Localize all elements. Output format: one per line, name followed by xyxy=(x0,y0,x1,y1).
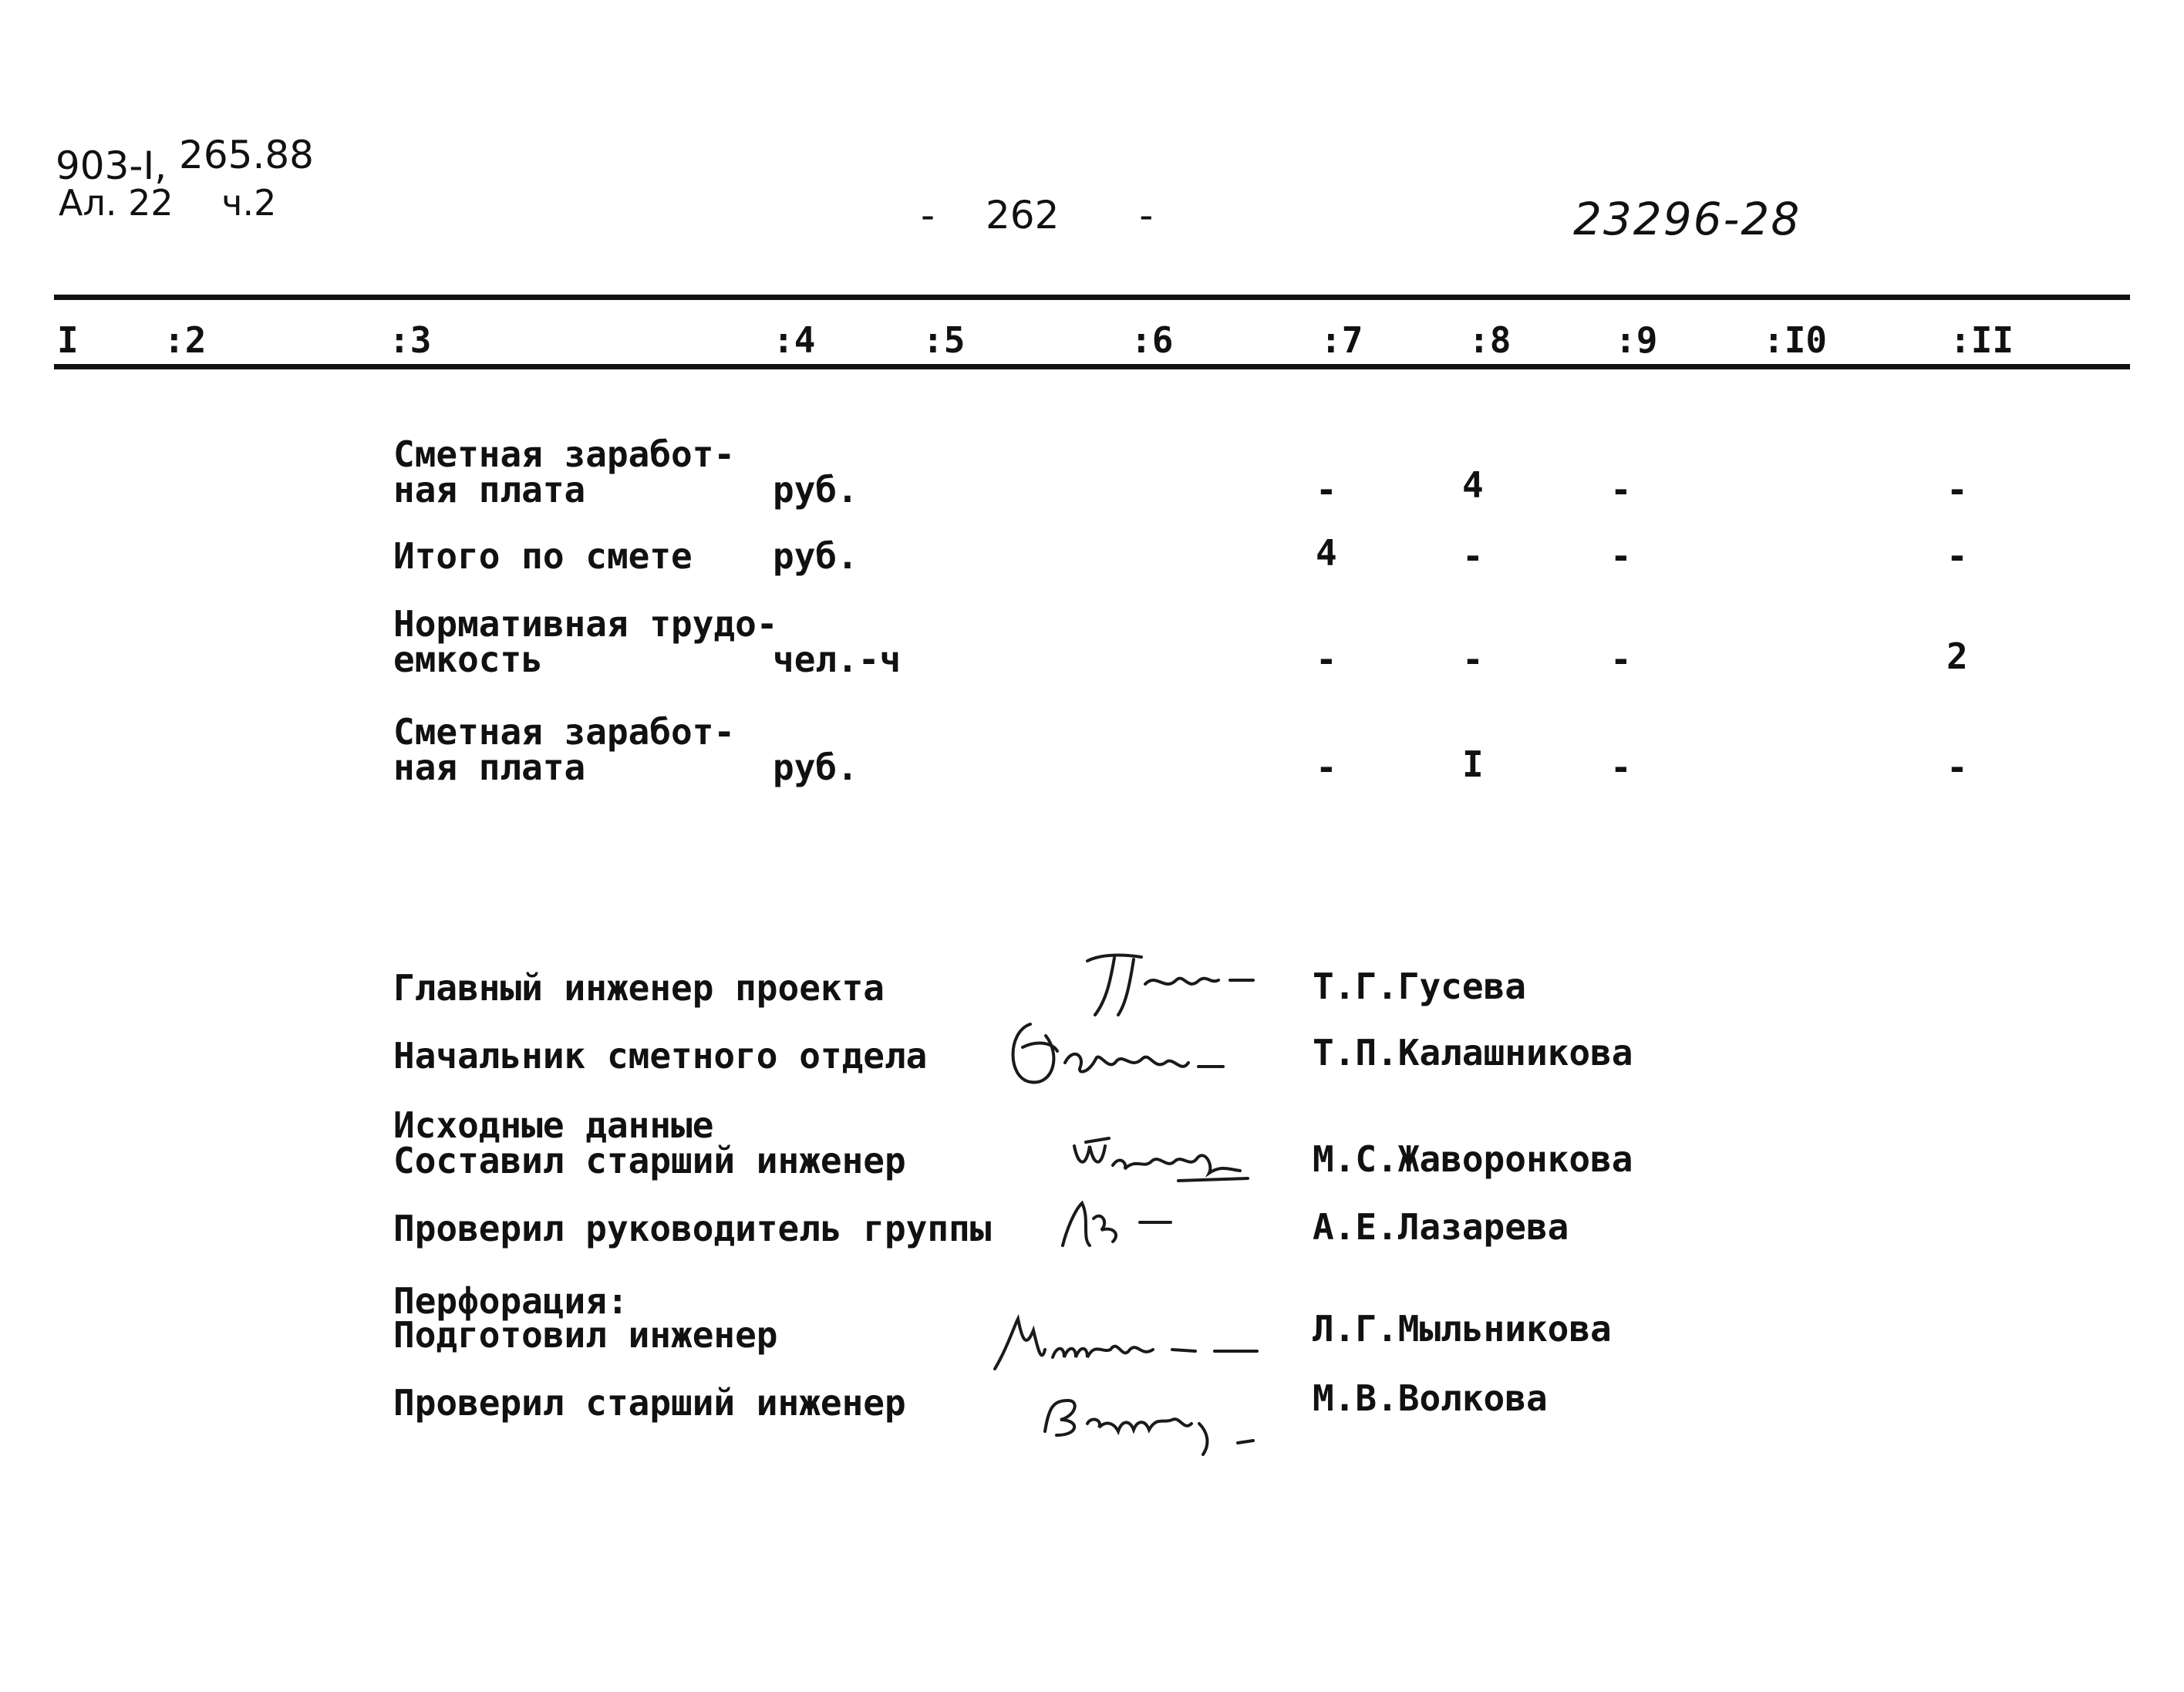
table-row xyxy=(393,532,2128,585)
column-header-6: :6 xyxy=(1131,319,1174,361)
signature-role: Подготовил инженер xyxy=(393,1314,778,1356)
row-name-line-1: Сметная заработ- xyxy=(393,433,736,475)
header-rule-bottom xyxy=(54,364,2130,369)
row-col7: 4 xyxy=(1316,532,1337,574)
signature-role: Главный инженер проекта xyxy=(393,967,885,1009)
row-col8: 4 xyxy=(1462,464,1484,506)
row-col9: - xyxy=(1610,747,1632,788)
row-col8: - xyxy=(1462,535,1484,577)
row-col9: - xyxy=(1610,469,1632,511)
table-row xyxy=(393,711,2128,791)
handwritten-signature xyxy=(987,1303,1265,1380)
signatory-name: Л.Г.Мыльникова xyxy=(1313,1308,1612,1350)
album-label: Ал. 22 xyxy=(59,182,174,224)
header-rule-top xyxy=(54,295,2130,300)
handwritten-signature xyxy=(1047,1188,1202,1257)
page-number xyxy=(921,193,1153,238)
table-row xyxy=(393,433,2128,514)
row-col9: - xyxy=(1610,639,1632,680)
signature-role: Перфорация: xyxy=(393,1280,629,1322)
document-code-series: 903-I, xyxy=(56,143,167,188)
row-unit: руб. xyxy=(773,535,858,577)
column-header-7: :7 xyxy=(1320,319,1363,361)
album-number xyxy=(59,182,276,224)
row-col11: 2 xyxy=(1946,635,1968,677)
row-unit: руб. xyxy=(773,469,858,511)
column-header-1: I xyxy=(57,319,79,361)
row-name-line-2: ная плата xyxy=(393,747,586,788)
column-header-4: :4 xyxy=(773,319,816,361)
signatory-name: М.С.Жаворонкова xyxy=(1313,1138,1633,1180)
page-dash-right: - xyxy=(1139,193,1154,238)
handwritten-signature xyxy=(1033,1377,1280,1462)
row-col7: - xyxy=(1316,639,1337,680)
row-col7: - xyxy=(1316,747,1337,788)
handwritten-signature xyxy=(999,1009,1231,1101)
column-header-5: :5 xyxy=(922,319,966,361)
column-header-8: :8 xyxy=(1468,319,1512,361)
column-header-3: :3 xyxy=(389,319,432,361)
row-col8: I xyxy=(1462,743,1484,785)
part-label: ч.2 xyxy=(221,182,277,224)
table-row xyxy=(393,603,2128,683)
archive-number: 23296-28 xyxy=(1573,193,1801,245)
column-header-2: :2 xyxy=(163,319,207,361)
signatory-name: Т.Г.Гусева xyxy=(1313,966,1526,1007)
document-code-version: 265.88 xyxy=(179,133,314,177)
signature-role: Составил старший инженер xyxy=(393,1140,906,1181)
row-col9: - xyxy=(1610,535,1632,577)
row-name-line-1: Сметная заработ- xyxy=(393,711,736,753)
signatory-name: А.Е.Лазарева xyxy=(1313,1206,1569,1248)
signature-role: Начальник сметного отдела xyxy=(393,1035,928,1077)
signature-role: Проверил руководитель группы xyxy=(393,1208,992,1249)
signatory-name: Т.П.Калашникова xyxy=(1313,1032,1633,1074)
signature-role: Проверил старший инженер xyxy=(393,1382,906,1424)
row-col11: - xyxy=(1946,535,1968,577)
row-col7: - xyxy=(1316,469,1337,511)
row-name-line-1: Итого по смете xyxy=(393,535,693,577)
handwritten-signature xyxy=(1063,1123,1263,1192)
row-col8: - xyxy=(1462,639,1484,680)
row-unit: чел.-ч xyxy=(773,639,902,680)
page-number-value: 262 xyxy=(985,193,1060,238)
row-name-line-1: Нормативная трудо- xyxy=(393,603,778,645)
page-dash-left: - xyxy=(921,193,935,238)
row-unit: руб. xyxy=(773,747,858,788)
signature-role: Исходные данные xyxy=(393,1104,714,1146)
row-col11: - xyxy=(1946,747,1968,788)
signatory-name: М.В.Волкова xyxy=(1313,1377,1548,1419)
row-name-line-2: ная плата xyxy=(393,469,586,511)
column-header-9: :9 xyxy=(1615,319,1658,361)
column-header-10: :I0 xyxy=(1763,319,1828,361)
column-header-11: :II xyxy=(1950,319,2014,361)
row-col11: - xyxy=(1946,469,1968,511)
row-name-line-2: емкость xyxy=(393,639,543,680)
